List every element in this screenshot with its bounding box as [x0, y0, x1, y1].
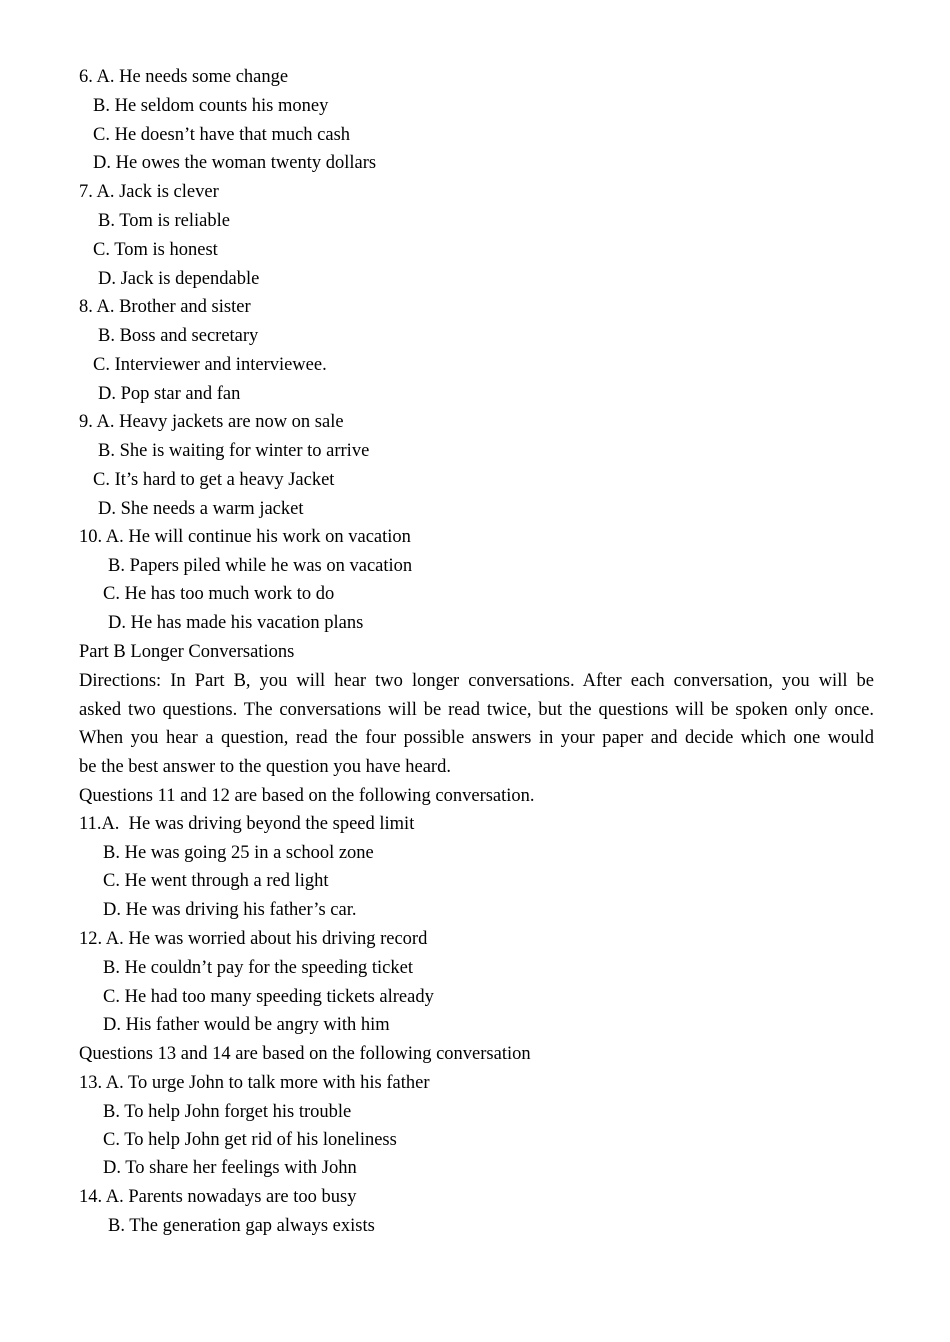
q12-option-a: 12. A. He was worried about his driving record — [79, 929, 428, 949]
q14-option-b: B. The generation gap always exists — [108, 1216, 375, 1236]
q9-option-a: 9. A. Heavy jackets are now on sale — [79, 412, 344, 432]
q13-option-b: B. To help John forget his trouble — [103, 1102, 352, 1122]
q13-option-d: D. To share her feelings with John — [103, 1158, 357, 1178]
q10-option-d: D. He has made his vacation plans — [108, 613, 364, 633]
q11-option-a: 11.A. He was driving beyond the speed limit — [79, 814, 415, 834]
directions-line-3: When you hear a question, read the four possible answers in your paper and decide which one would — [79, 728, 874, 748]
q7-option-d: D. Jack is dependable — [98, 269, 260, 289]
q7-option-b: B. Tom is reliable — [98, 211, 230, 231]
q8-option-d: D. Pop star and fan — [98, 384, 241, 404]
q13-option-a: 13. A. To urge John to talk more with his father — [79, 1073, 430, 1093]
directions-line-1: Directions: In Part B, you will hear two longer conversations. After each conversation, you will be — [79, 671, 874, 691]
questions-11-12-intro: Questions 11 and 12 are based on the following conversation. — [79, 786, 535, 806]
q10-option-c: C. He has too much work to do — [103, 584, 335, 604]
q6-option-d: D. He owes the woman twenty dollars — [93, 153, 377, 173]
part-b-heading: Part B Longer Conversations — [79, 642, 295, 662]
q9-option-c: C. It’s hard to get a heavy Jacket — [93, 470, 335, 490]
q11-option-c: C. He went through a red light — [103, 871, 329, 891]
q12-option-c: C. He had too many speeding tickets already — [103, 987, 434, 1007]
directions-line-2: asked two questions. The conversations will be read twice, but the questions will be spoken only once. — [79, 700, 874, 720]
q8-option-c: C. Interviewer and interviewee. — [93, 355, 327, 375]
q9-option-b: B. She is waiting for winter to arrive — [98, 441, 370, 461]
q10-option-b: B. Papers piled while he was on vacation — [108, 556, 413, 576]
questions-13-14-intro: Questions 13 and 14 are based on the following conversation — [79, 1044, 531, 1064]
q14-option-a: 14. A. Parents nowadays are too busy — [79, 1187, 357, 1207]
q11-option-b: B. He was going 25 in a school zone — [103, 843, 374, 863]
q11-option-d: D. He was driving his father’s car. — [103, 900, 357, 920]
q9-option-d: D. She needs a warm jacket — [98, 499, 304, 519]
q10-option-a: 10. A. He will continue his work on vacation — [79, 527, 411, 547]
q7-option-c: C. Tom is honest — [93, 240, 218, 260]
q6-option-b: B. He seldom counts his money — [93, 96, 329, 116]
q12-option-b: B. He couldn’t pay for the speeding ticket — [103, 958, 413, 978]
q8-option-a: 8. A. Brother and sister — [79, 297, 251, 317]
directions-line-4: be the best answer to the question you have heard. — [79, 757, 451, 777]
q6-option-a: 6. A. He needs some change — [79, 67, 289, 87]
q7-option-a: 7. A. Jack is clever — [79, 182, 219, 202]
q12-option-d: D. His father would be angry with him — [103, 1015, 390, 1035]
q8-option-b: B. Boss and secretary — [98, 326, 259, 346]
q6-option-c: C. He doesn’t have that much cash — [93, 125, 351, 145]
q13-option-c: C. To help John get rid of his loneliness — [103, 1130, 397, 1150]
